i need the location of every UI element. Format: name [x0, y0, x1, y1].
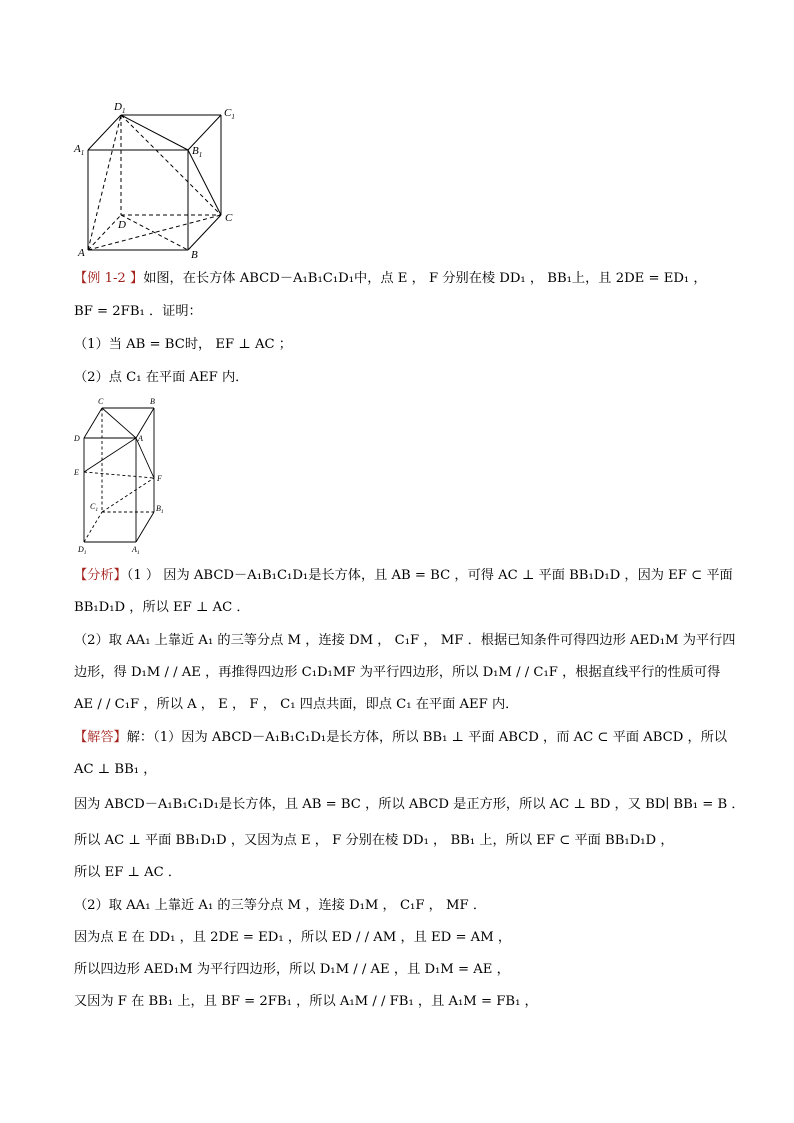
- solution-line-3: 因为 ABCD－A₁B₁C₁D₁是长方体，且 AB = BC ，所以 ABCD 是正方形，所以 AC ⊥ BD ，又 BD∣ BB₁ = B ．: [74, 797, 745, 812]
- label-d1: $D_1$: [114, 101, 126, 115]
- example-line-1: 【例 1-2 】如图，在长方体 ABCD－A₁B₁C₁D₁中，点 E ， F 分别在棱 DD₁ ， BB₁上，且 2DE = ED₁ ，: [74, 271, 707, 286]
- label-d: D: [118, 219, 126, 231]
- label-d-top: D: [74, 434, 80, 443]
- figure-box: [70, 394, 180, 560]
- label-c: C: [225, 212, 233, 224]
- analysis-line-1: 【分析】（1 ） 因为 ABCD－A₁B₁C₁D₁是长方体，且 AB = BC ，可得 AC ⊥ 平面 BB₁D₁D ，因为 EF ⊂ 平面: [74, 568, 733, 583]
- solution-line-6: （2）取 AA₁ 上靠近 A₁ 的三等分点 M ，连接 D₁M ， C₁F ， MF ．: [74, 898, 487, 913]
- solution-line-7: 因为点 E 在 DD₁ ，且 2DE = ED₁ ，所以 ED / / AM ，且 ED = AM ，: [74, 930, 512, 945]
- analysis-line-3: （2）取 AA₁ 上靠近 A₁ 的三等分点 M ，连接 DM ， C₁F ， MF ．根据已知条件可得四边形 AED₁M 为平行四: [74, 633, 736, 648]
- example-part-1: （1）当 AB = BC时， EF ⊥ AC ；: [74, 337, 292, 352]
- label-a-top: A: [138, 434, 143, 443]
- solution-line-8: 所以四边形 AED₁M 为平行四边形，所以 D₁M / / AE ，且 D₁M = AE ，: [74, 962, 510, 977]
- label-c1: $C_1$: [224, 107, 235, 121]
- figure-cube: [60, 96, 250, 266]
- example-line-2: BF = 2FB₁ ．证明：: [74, 304, 202, 319]
- label-b1-bottom: $B_1$: [156, 504, 164, 515]
- label-a1: $A_1$: [74, 143, 85, 157]
- example-part-2: （2）点 C₁ 在平面 AEF 内．: [74, 370, 249, 385]
- solution-tag: 【解答】: [74, 730, 127, 745]
- label-d1-bottom: $D_1$: [78, 545, 87, 556]
- analysis-line-5: AE / / C₁F ，所以 A ， E ， F ， C₁ 四点共面，即点 C₁ 在平面 AEF 内．: [74, 697, 519, 712]
- analysis-line-4: 边形，得 D₁M / / AE ，再推得四边形 C₁D₁MF 为平行四边形，所以 D₁M / / C₁F ，根据直线平行的性质可得: [74, 665, 721, 680]
- label-f: F: [157, 474, 162, 483]
- label-e: E: [74, 468, 79, 477]
- solution-line-4: 所以 AC ⊥ 平面 BB₁D₁D ，又因为点 E ， F 分别在棱 DD₁ ， BB₁ 上，所以 EF ⊂ 平面 BB₁D₁D ，: [74, 833, 674, 848]
- analysis-tag: 【分析】: [74, 568, 127, 583]
- solution-line-1: 【解答】解：（1）因为 ABCD－A₁B₁C₁D₁是长方体，所以 BB₁ ⊥ 平面 ABCD ，而 AC ⊂ 平面 ABCD ，所以: [74, 730, 728, 745]
- label-b-top: B: [150, 397, 155, 406]
- label-b1: $B_1$: [192, 145, 203, 159]
- solution-line-9: 又因为 F 在 BB₁ 上，且 BF = 2FB₁ ，所以 A₁M / / FB₁ ，且 A₁M = FB₁ ，: [74, 994, 538, 1009]
- box-diagram: [70, 394, 180, 560]
- solution-line-2: AC ⊥ BB₁ ，: [74, 762, 157, 777]
- solution-line-5: 所以 EF ⊥ AC ．: [74, 865, 182, 880]
- cube-diagram: [60, 96, 250, 266]
- example-tag: 【例 1-2 】: [74, 271, 144, 286]
- label-c-top: C: [98, 397, 104, 406]
- label-c1-bottom: $C_1$: [90, 502, 99, 513]
- label-b: B: [191, 249, 198, 261]
- analysis-line-2: BB₁D₁D ，所以 EF ⊥ AC ．: [74, 600, 250, 615]
- label-a1-bottom: $A_1$: [132, 545, 140, 556]
- label-a: A: [78, 247, 85, 259]
